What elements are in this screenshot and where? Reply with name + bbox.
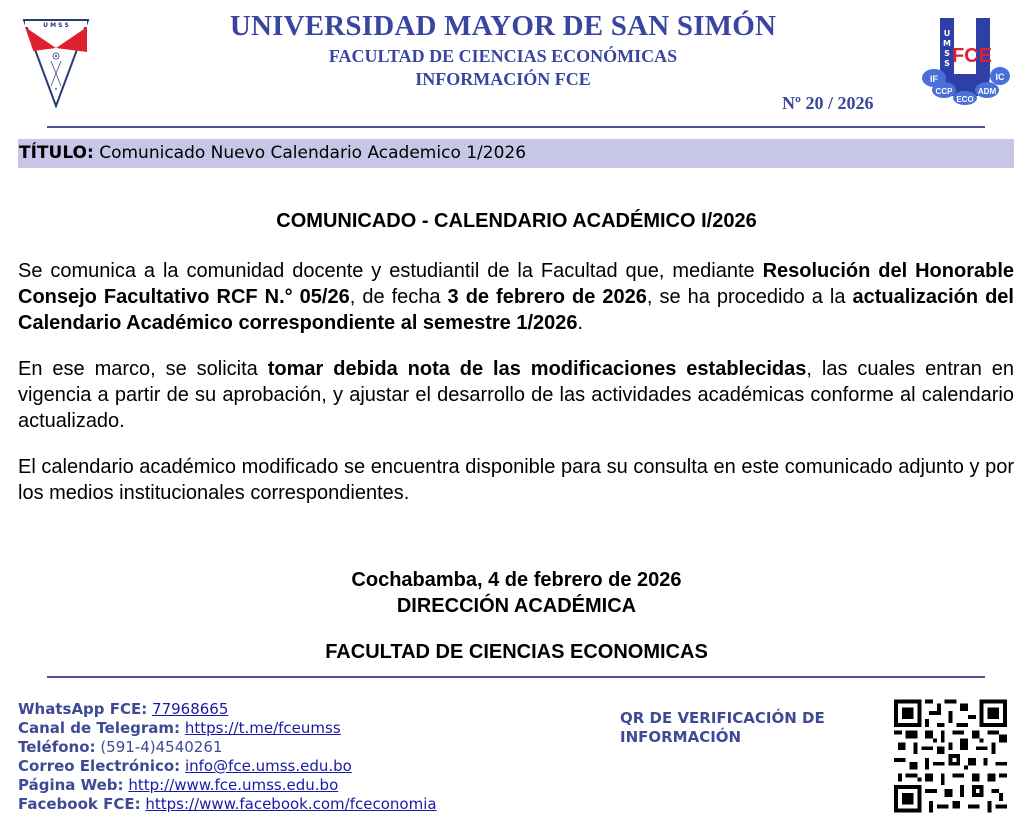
contact-telegram — [18, 719, 437, 738]
contact-whatsapp — [18, 700, 437, 719]
phone-value: (591-4)4540261 — [100, 738, 223, 756]
title-value: Comunicado Nuevo Calendario Academico 1/2026 — [99, 143, 527, 163]
svg-text:IF: IF — [930, 74, 938, 84]
paragraph-1 — [18, 258, 1014, 336]
communique-heading: COMUNICADO - CALENDARIO ACADÉMICO I/2026 — [276, 210, 757, 232]
contact-website — [18, 776, 437, 795]
svg-text:IC: IC — [995, 72, 1005, 82]
section-name: INFORMACIÓN FCE — [415, 69, 591, 89]
svg-text:U: U — [943, 29, 951, 38]
title-bar — [18, 139, 1014, 168]
signature-place-date: Cochabamba, 4 de febrero de 2026 — [351, 569, 682, 591]
email-link[interactable]: info@fce.umss.edu.bo — [184, 757, 352, 775]
p1-text-3: , se ha procedido a la — [646, 286, 853, 308]
svg-text:ADM: ADM — [977, 87, 997, 96]
contact-label: Facebook FCE: — [18, 795, 141, 813]
svg-text:FCE: FCE — [952, 45, 992, 67]
p1-bold-date: 3 de febrero de 2026 — [447, 286, 647, 308]
whatsapp-link[interactable]: 77968665 — [152, 700, 229, 718]
contact-label: Correo Electrónico: — [18, 757, 181, 775]
p1-text-1: Se comunica a la comunidad docente y estudiantil de la Facultad que, mediante — [18, 260, 763, 282]
contact-label: Página Web: — [18, 776, 124, 794]
website-link[interactable]: http://www.fce.umss.edu.bo — [128, 776, 339, 794]
p2-text-2: , las cuales entran en vigencia a partir de su aprobación, y ajustar el desarrollo de las actividades académicas conforme al calendario actualizado. — [18, 358, 1015, 432]
footer-divider — [47, 676, 985, 678]
svg-text:CCP: CCP — [935, 87, 953, 96]
header-divider — [47, 126, 985, 128]
svg-text:S: S — [944, 59, 950, 68]
qr-verification-label: QR DE VERIFICACIÓN DE INFORMACIÓN — [620, 709, 825, 746]
signature-office: DIRECCIÓN ACADÉMICA — [396, 595, 637, 617]
p2-bold-note: tomar debida nota de las modificaciones establecidas — [267, 358, 807, 380]
bulletin-number: Nº 20 / 2026 — [782, 93, 874, 113]
document-header — [0, 0, 1036, 130]
p1-bold-update: actualización del Calendario Académico correspondiente al semestre 1/2026 — [18, 286, 1014, 334]
qr-code-icon[interactable] — [894, 696, 1007, 816]
faculty-name: FACULTAD DE CIENCIAS ECONÓMICAS — [328, 46, 678, 66]
p1-text-2: , de fecha — [349, 286, 448, 308]
signature-faculty: FACULTAD DE CIENCIAS ECONOMICAS — [325, 641, 708, 663]
contact-phone — [18, 738, 437, 757]
svg-text:M: M — [943, 39, 951, 48]
paragraph-2 — [18, 356, 1014, 434]
paragraph-3 — [18, 454, 1014, 506]
facebook-link[interactable]: https://www.facebook.com/fceconomia — [145, 795, 437, 813]
svg-text:S: S — [944, 49, 950, 58]
p1-text-4: . — [577, 312, 584, 334]
svg-text:ECO: ECO — [956, 95, 974, 104]
contact-facebook — [18, 795, 437, 814]
fce-logo-icon — [920, 14, 1012, 106]
title-label: TÍTULO: — [19, 143, 94, 163]
contact-label: WhatsApp FCE: — [18, 700, 148, 718]
telegram-link[interactable]: https://t.me/fceumss — [184, 719, 341, 737]
p3-text-1: El calendario académico modificado se encuentra disponible para su consulta en este comunicado adjunto y por los medios institucionales correspondientes. — [18, 456, 1014, 504]
contact-list — [18, 700, 437, 814]
university-name: UNIVERSIDAD MAYOR DE SAN SIMÓN — [229, 10, 777, 42]
p1-bold-resolution: Resolución del Honorable Consejo Facultativo RCF N.° 05/26 — [18, 260, 1014, 308]
svg-text:U M S S: U M S S — [43, 22, 69, 29]
contact-email — [18, 757, 437, 776]
p2-text-1: En ese marco, se solicita — [18, 358, 268, 380]
contact-label: Canal de Telegram: — [18, 719, 181, 737]
contact-label: Teléfono: — [18, 738, 96, 756]
